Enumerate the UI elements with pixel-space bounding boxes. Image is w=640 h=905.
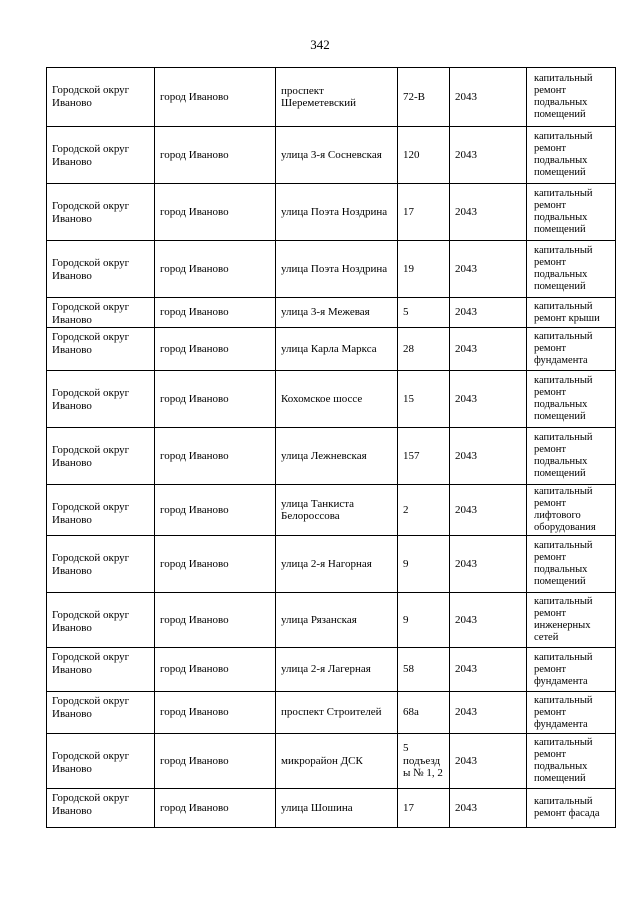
work-type-cell: капитальный ремонт фасада — [527, 789, 616, 828]
work-type-cell: капитальный ремонт подвальных помещений — [527, 734, 616, 789]
year-cell: 2043 — [450, 648, 527, 692]
house-number-cell: 120 — [398, 127, 450, 184]
table-row — [47, 328, 616, 371]
year-cell: 2043 — [450, 485, 527, 536]
municipality-cell: Городской округ Иваново — [47, 593, 155, 648]
settlement-cell: город Иваново — [155, 734, 276, 789]
table-row — [47, 428, 616, 485]
table-row — [47, 298, 616, 328]
table-row — [47, 536, 616, 593]
table-row — [47, 68, 616, 127]
work-type-cell: капитальный ремонт фундамента — [527, 692, 616, 734]
table-row — [47, 184, 616, 241]
settlement-cell: город Иваново — [155, 485, 276, 536]
municipality-cell: Городской округ Иваново — [47, 648, 155, 692]
year-cell: 2043 — [450, 692, 527, 734]
settlement-cell: город Иваново — [155, 692, 276, 734]
municipality-cell: Городской округ Иваново — [47, 68, 155, 127]
settlement-cell: город Иваново — [155, 127, 276, 184]
year-cell: 2043 — [450, 68, 527, 127]
municipality-cell: Городской округ Иваново — [47, 371, 155, 428]
table-row — [47, 593, 616, 648]
street-cell: улица Поэта Ноздрина — [276, 241, 398, 298]
year-cell: 2043 — [450, 241, 527, 298]
work-type-cell: капитальный ремонт подвальных помещений — [527, 536, 616, 593]
municipality-cell: Городской округ Иваново — [47, 692, 155, 734]
municipality-cell: Городской округ Иваново — [47, 734, 155, 789]
street-cell: улица Поэта Ноздрина — [276, 184, 398, 241]
work-type-cell: капитальный ремонт фундамента — [527, 328, 616, 371]
house-number-cell: 15 — [398, 371, 450, 428]
work-type-cell: капитальный ремонт подвальных помещений — [527, 127, 616, 184]
house-number-cell: 68а — [398, 692, 450, 734]
street-cell: улица Карла Маркса — [276, 328, 398, 371]
year-cell: 2043 — [450, 593, 527, 648]
year-cell: 2043 — [450, 298, 527, 328]
municipality-cell: Городской округ Иваново — [47, 184, 155, 241]
table-row — [47, 485, 616, 536]
table-row — [47, 734, 616, 789]
house-number-cell: 5 подъезд ы № 1, 2 — [398, 734, 450, 789]
year-cell: 2043 — [450, 328, 527, 371]
street-cell: улица 3-я Сосневская — [276, 127, 398, 184]
municipality-cell: Городской округ Иваново — [47, 536, 155, 593]
table-row — [47, 648, 616, 692]
work-type-cell: капитальный ремонт лифтового оборудования — [527, 485, 616, 536]
settlement-cell: город Иваново — [155, 428, 276, 485]
house-number-cell: 9 — [398, 593, 450, 648]
settlement-cell: город Иваново — [155, 68, 276, 127]
municipality-cell: Городской округ Иваново — [47, 428, 155, 485]
table-row — [47, 692, 616, 734]
house-number-cell: 28 — [398, 328, 450, 371]
work-type-cell: капитальный ремонт инженерных сетей — [527, 593, 616, 648]
settlement-cell: город Иваново — [155, 241, 276, 298]
settlement-cell: город Иваново — [155, 648, 276, 692]
year-cell: 2043 — [450, 789, 527, 828]
house-number-cell: 5 — [398, 298, 450, 328]
municipality-cell: Городской округ Иваново — [47, 789, 155, 828]
work-type-cell: капитальный ремонт подвальных помещений — [527, 371, 616, 428]
street-cell: улица Танкиста Белороссова — [276, 485, 398, 536]
work-type-cell: капитальный ремонт подвальных помещений — [527, 184, 616, 241]
street-cell: улица 3-я Межевая — [276, 298, 398, 328]
settlement-cell: город Иваново — [155, 593, 276, 648]
settlement-cell: город Иваново — [155, 371, 276, 428]
municipality-cell: Городской округ Иваново — [47, 127, 155, 184]
house-number-cell: 72-В — [398, 68, 450, 127]
street-cell: улица Лежневская — [276, 428, 398, 485]
table-row — [47, 241, 616, 298]
year-cell: 2043 — [450, 127, 527, 184]
settlement-cell: город Иваново — [155, 536, 276, 593]
repair-schedule-table — [46, 67, 616, 828]
house-number-cell: 2 — [398, 485, 450, 536]
house-number-cell: 9 — [398, 536, 450, 593]
table-row — [47, 789, 616, 828]
house-number-cell: 58 — [398, 648, 450, 692]
house-number-cell: 19 — [398, 241, 450, 298]
house-number-cell: 17 — [398, 184, 450, 241]
street-cell: проспект Строителей — [276, 692, 398, 734]
house-number-cell: 17 — [398, 789, 450, 828]
settlement-cell: город Иваново — [155, 328, 276, 371]
street-cell: Кохомское шоссе — [276, 371, 398, 428]
street-cell: улица 2-я Нагорная — [276, 536, 398, 593]
street-cell: проспект Шереметевский — [276, 68, 398, 127]
year-cell: 2043 — [450, 184, 527, 241]
work-type-cell: капитальный ремонт подвальных помещений — [527, 68, 616, 127]
settlement-cell: город Иваново — [155, 184, 276, 241]
settlement-cell: город Иваново — [155, 789, 276, 828]
year-cell: 2043 — [450, 371, 527, 428]
street-cell: улица Рязанская — [276, 593, 398, 648]
page-number: 342 — [310, 37, 330, 52]
municipality-cell: Городской округ Иваново — [47, 328, 155, 371]
table-row — [47, 127, 616, 184]
year-cell: 2043 — [450, 428, 527, 485]
work-type-cell: капитальный ремонт крыши — [527, 298, 616, 328]
year-cell: 2043 — [450, 734, 527, 789]
settlement-cell: город Иваново — [155, 298, 276, 328]
municipality-cell: Городской округ Иваново — [47, 298, 155, 328]
street-cell: улица 2-я Лагерная — [276, 648, 398, 692]
municipality-cell: Городской округ Иваново — [47, 241, 155, 298]
street-cell: микрорайон ДСК — [276, 734, 398, 789]
work-type-cell: капитальный ремонт подвальных помещений — [527, 241, 616, 298]
table-row — [47, 371, 616, 428]
work-type-cell: капитальный ремонт подвальных помещений — [527, 428, 616, 485]
municipality-cell: Городской округ Иваново — [47, 485, 155, 536]
street-cell: улица Шошина — [276, 789, 398, 828]
house-number-cell: 157 — [398, 428, 450, 485]
work-type-cell: капитальный ремонт фундамента — [527, 648, 616, 692]
year-cell: 2043 — [450, 536, 527, 593]
